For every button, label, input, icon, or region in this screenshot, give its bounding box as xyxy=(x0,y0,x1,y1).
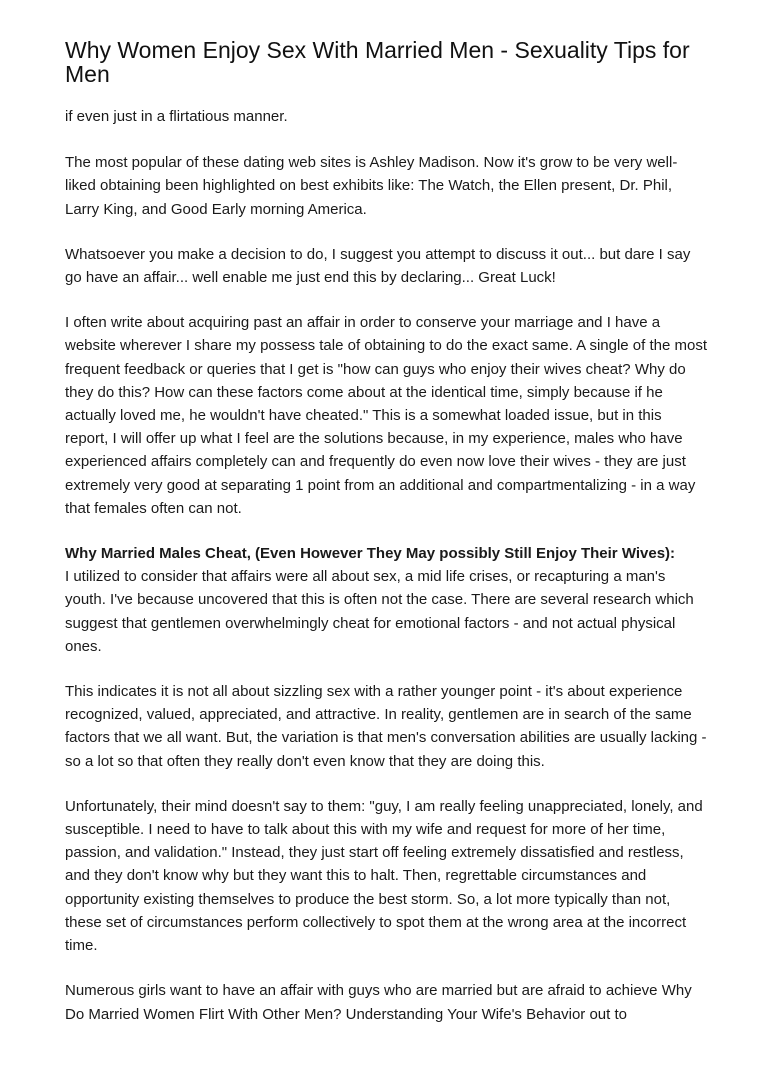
paragraph-2: The most popular of these dating web sites is Ashley Madison. Now it's grow to be very well-liked obtaining been highlighted on best exhibits like: The Watch, the Ellen present, Dr. Phil, Larry King, and Good Early morning America. xyxy=(65,154,678,218)
paragraph-7: Unfortunately, their mind doesn't say to them: "guy, I am really feeling unappreciated, lonely, and susceptible. I need to have to talk about this with my wife and request for more of her time, passion, and validation." Instead, they just start off feeling extremely dissatisfied and restless, and they don't know why but they want this to halt. Then, regrettable circumstances and opportunity existing themselves to produce the best storm. So, a lot more typically than not, these set of circumstances perform collectively to spot them at the wrong area at the incorrect time. xyxy=(65,797,703,955)
paragraph-3: Whatsoever you make a decision to do, I suggest you attempt to discuss it out... but dare I say go have an affair... well enable me just end this by declaring... Great Luck! xyxy=(65,245,691,287)
paragraph-6: This indicates it is not all about sizzling sex with a rather younger point - it's about experience recognized, valued, appreciated, and attractive. In reality, gentlemen are in search of the same factors that we all want. But, the variation is that men's conversation abilities are usually lacking - so a lot so that often they really don't even know that they are doing this. xyxy=(65,683,707,770)
section-paragraph xyxy=(65,542,707,658)
document-page xyxy=(65,38,707,1048)
paragraph-1: if even just in a flirtatious manner. xyxy=(65,108,288,125)
paragraph-4: I often write about acquiring past an affair in order to conserve your marriage and I have a website wherever I share my possess tale of obtaining to do the exact same. A single of the most frequent feedback or queries that I get is "how can guys who enjoy their wives cheat? Why do they do this? How can these factors come about at the identical time, simply because if he actually loved me, he wouldn't have cheated." This is a somewhat loaded issue, but in this report, I will offer up what I feel are the solutions because, in my experience, males who have experienced affairs completely can and frequently do even now love their wives - they are just extremely very good at separating 1 point from an additional and compartmentalizing - in a way that females often can not. xyxy=(65,314,708,517)
document-title: Why Women Enjoy Sex With Married Men - Sexuality Tips for Men xyxy=(65,37,690,87)
section-heading: Why Married Males Cheat, (Even However They May possibly Still Enjoy Their Wives): xyxy=(65,545,676,563)
paragraph-8: Numerous girls want to have an affair with guys who are married but are afraid to achieve Why Do Married Women Flirt With Other Men? Understanding Your Wife's Behavior out to xyxy=(65,982,692,1023)
section-body: I utilized to consider that affairs were all about sex, a mid life crises, or recapturing a man's youth. I've because uncovered that this is often not the case. There are several research which suggest that gentlemen overwhelmingly cheat for emotional factors - and not actual physical ones. xyxy=(65,568,694,655)
